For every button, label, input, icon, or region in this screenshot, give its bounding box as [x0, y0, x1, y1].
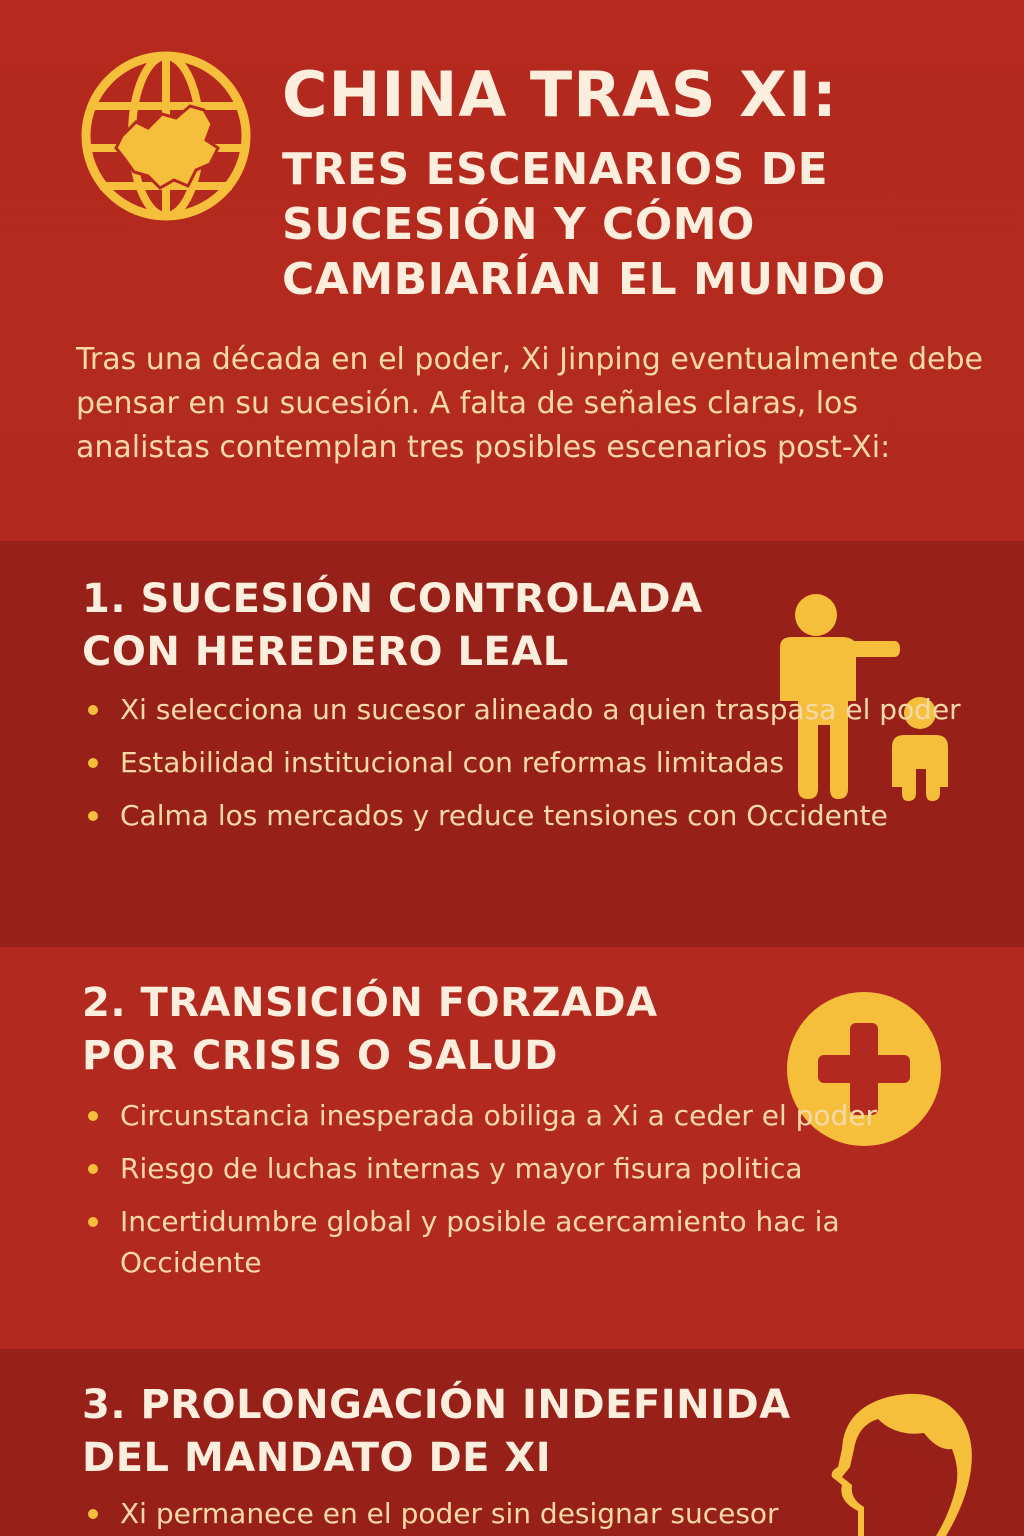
- bullet-text: Riesgo de luchas internas y mayor fisura politica: [120, 1152, 803, 1185]
- list-item: [88, 1493, 848, 1534]
- bullet-text: Xi selecciona un sucesor alineado a quien traspasa el poder: [120, 693, 961, 726]
- subtitle-line: CAMBIARÍAN EL MUNDO: [282, 254, 886, 305]
- scenario-bullets: [88, 689, 988, 848]
- bullet-dot-icon: [88, 1217, 98, 1227]
- scenario-title-line: CON HEREDERO LEAL: [82, 629, 569, 675]
- list-item: [88, 1148, 988, 1189]
- subtitle-line: SUCESIÓN Y CÓMO: [282, 199, 755, 250]
- list-item: [88, 742, 988, 783]
- scenario-2: [0, 947, 1024, 1349]
- page-subtitle: [282, 142, 1002, 307]
- bullet-dot-icon: [88, 811, 98, 821]
- bullet-text: Incertidumbre global y posible acercamiento hac ia Occidente: [120, 1205, 840, 1279]
- scenario-title: [82, 977, 658, 1083]
- list-item: [88, 689, 988, 730]
- page-title: CHINA TRAS XI:: [282, 58, 838, 131]
- scenario-title-line: DEL MANDATO DE XI: [82, 1435, 552, 1481]
- header: [0, 0, 1024, 540]
- scenario-title-line: 3. PROLONGACIÓN INDEFINIDA: [82, 1382, 791, 1428]
- head-profile-icon: [828, 1389, 978, 1536]
- intro-paragraph: Tras una década en el poder, Xi Jinping eventualmente debe pensar en su sucesión. A falta de señales claras, los analistas contemplan tres posibles escenarios post-Xi:: [76, 342, 983, 465]
- list-item: [88, 795, 988, 836]
- list-item: [88, 1201, 988, 1283]
- bullet-dot-icon: [88, 1509, 98, 1519]
- bullet-text: Estabilidad institucional con reformas limitadas: [120, 746, 785, 779]
- scenario-title: [82, 1379, 791, 1485]
- scenario-title: [82, 573, 703, 679]
- scenario-title-line: POR CRISIS O SALUD: [82, 1033, 558, 1079]
- scenario-bullets: [88, 1493, 848, 1536]
- scenario-title-line: 1. SUCESIÓN CONTROLADA: [82, 576, 703, 622]
- scenario-3: [0, 1349, 1024, 1536]
- bullet-dot-icon: [88, 1164, 98, 1174]
- globe-china-map-icon: [78, 48, 254, 224]
- bullet-dot-icon: [88, 1111, 98, 1121]
- scenario-title-line: 2. TRANSICIÓN FORZADA: [82, 980, 658, 1026]
- scenario-bullets: [88, 1095, 988, 1295]
- list-item: [88, 1095, 988, 1136]
- bullet-dot-icon: [88, 758, 98, 768]
- bullet-text: Circunstancia inesperada obiliga a Xi a ceder el poder: [120, 1099, 878, 1132]
- bullet-dot-icon: [88, 705, 98, 715]
- scenario-1: [0, 541, 1024, 947]
- subtitle-line: TRES ESCENARIOS DE: [282, 144, 829, 195]
- bullet-text: Calma los mercados y reduce tensiones con Occidente: [120, 799, 888, 832]
- bullet-text: Xi permanece en el poder sin designar sucesor: [120, 1497, 779, 1530]
